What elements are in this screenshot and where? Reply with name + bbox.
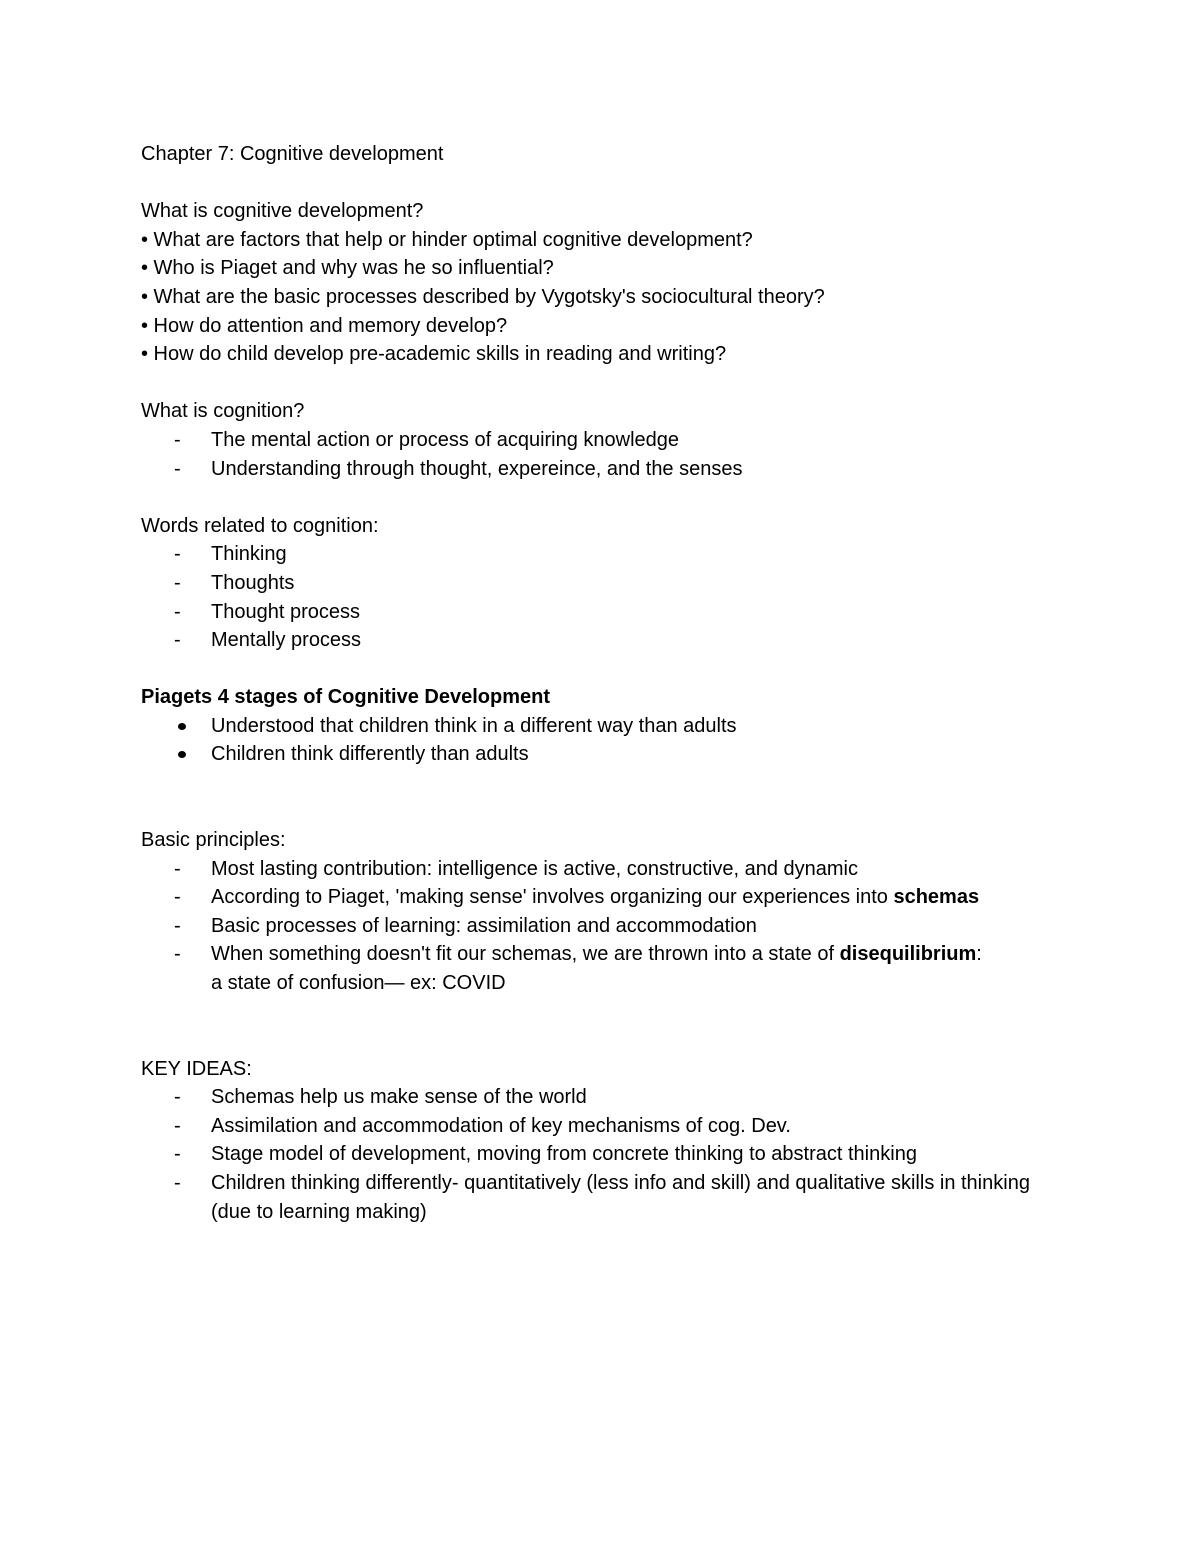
list-item [141, 912, 1061, 941]
question-item: • How do child develop pre-academic skills in reading and writing? [141, 343, 727, 366]
list-item-text: Schemas help us make sense of the world [211, 1086, 587, 1109]
questions-heading: What is cognitive development? [141, 200, 424, 223]
list-item [141, 569, 1061, 598]
piaget-heading: Piagets 4 stages of Cognitive Development [141, 686, 550, 709]
dash-marker: - [174, 571, 181, 594]
dash-marker: - [174, 600, 181, 623]
schemas-term: schemas [893, 886, 980, 909]
words-heading: Words related to cognition: [141, 514, 379, 537]
principles-heading: Basic principles: [141, 829, 286, 852]
list-item [141, 940, 1061, 997]
list-item [141, 1112, 1061, 1141]
disequilibrium-term: disequilibrium [839, 943, 977, 966]
list-item [141, 540, 1061, 569]
list-item [141, 712, 1061, 741]
cognition-heading: What is cognition? [141, 400, 305, 423]
list-item [141, 626, 1061, 655]
dash-marker: - [174, 857, 181, 880]
question-item: • How do attention and memory develop? [141, 314, 508, 337]
dash-marker: - [174, 543, 181, 566]
list-item-text: Thinking [211, 543, 287, 566]
list-item-text: Children think differently than adults [211, 743, 529, 766]
list-item [141, 455, 1061, 484]
list-item-text: The mental action or process of acquiring knowledge [211, 428, 680, 451]
list-item-text: Assimilation and accommodation of key mechanisms of cog. Dev. [211, 1114, 791, 1137]
dash-marker: - [174, 1143, 181, 1166]
list-item [141, 855, 1061, 884]
document-page [141, 140, 1061, 1226]
key-ideas-heading: KEY IDEAS: [141, 1057, 252, 1080]
dash-marker: - [174, 629, 181, 652]
list-item [141, 1083, 1061, 1112]
list-item [141, 598, 1061, 627]
list-item-text: Thought process [211, 600, 360, 623]
list-item-text: Thoughts [211, 571, 295, 594]
list-item-text: Children thinking differently- quantitatively (less info and skill) and qualitative skills in thinking (due to learning making) [211, 1172, 1030, 1223]
list-item-text-tail: : [976, 943, 982, 966]
dash-marker: - [174, 428, 181, 451]
list-item-text: Most lasting contribution: intelligence is active, constructive, and dynamic [211, 857, 858, 880]
list-item-text: When something doesn't fit our schemas, we are thrown into a state of [211, 943, 840, 966]
list-item-text: Mentally process [211, 629, 362, 652]
document-title: Chapter 7: Cognitive development [141, 143, 444, 165]
question-item: • What are the basic processes described by Vygotsky's sociocultural theory? [141, 285, 825, 308]
bullet-icon [178, 751, 186, 758]
dash-marker: - [174, 914, 181, 937]
list-item [141, 1169, 1031, 1226]
bullet-icon [178, 723, 186, 730]
list-item [141, 1140, 1061, 1169]
dash-marker: - [174, 943, 181, 966]
dash-marker: - [174, 1086, 181, 1109]
dash-marker: - [174, 886, 181, 909]
list-item-text: Stage model of development, moving from concrete thinking to abstract thinking [211, 1143, 917, 1166]
dash-marker: - [174, 1114, 181, 1137]
dash-marker: - [174, 457, 181, 480]
question-item: • What are factors that help or hinder optimal cognitive development? [141, 228, 753, 251]
list-item-text: Understanding through thought, expereince, and the senses [211, 457, 743, 480]
list-item-text: Basic processes of learning: assimilation and accommodation [211, 914, 757, 937]
list-item-continuation: a state of confusion— ex: COVID [211, 972, 506, 995]
list-item [141, 740, 1061, 769]
question-item: • Who is Piaget and why was he so influential? [141, 257, 554, 280]
list-item-text: Understood that children think in a different way than adults [211, 714, 737, 737]
dash-marker: - [174, 1172, 181, 1194]
list-item [141, 883, 1061, 912]
list-item-text: According to Piaget, 'making sense' involves organizing our experiences into [211, 886, 894, 909]
list-item [141, 426, 1061, 455]
